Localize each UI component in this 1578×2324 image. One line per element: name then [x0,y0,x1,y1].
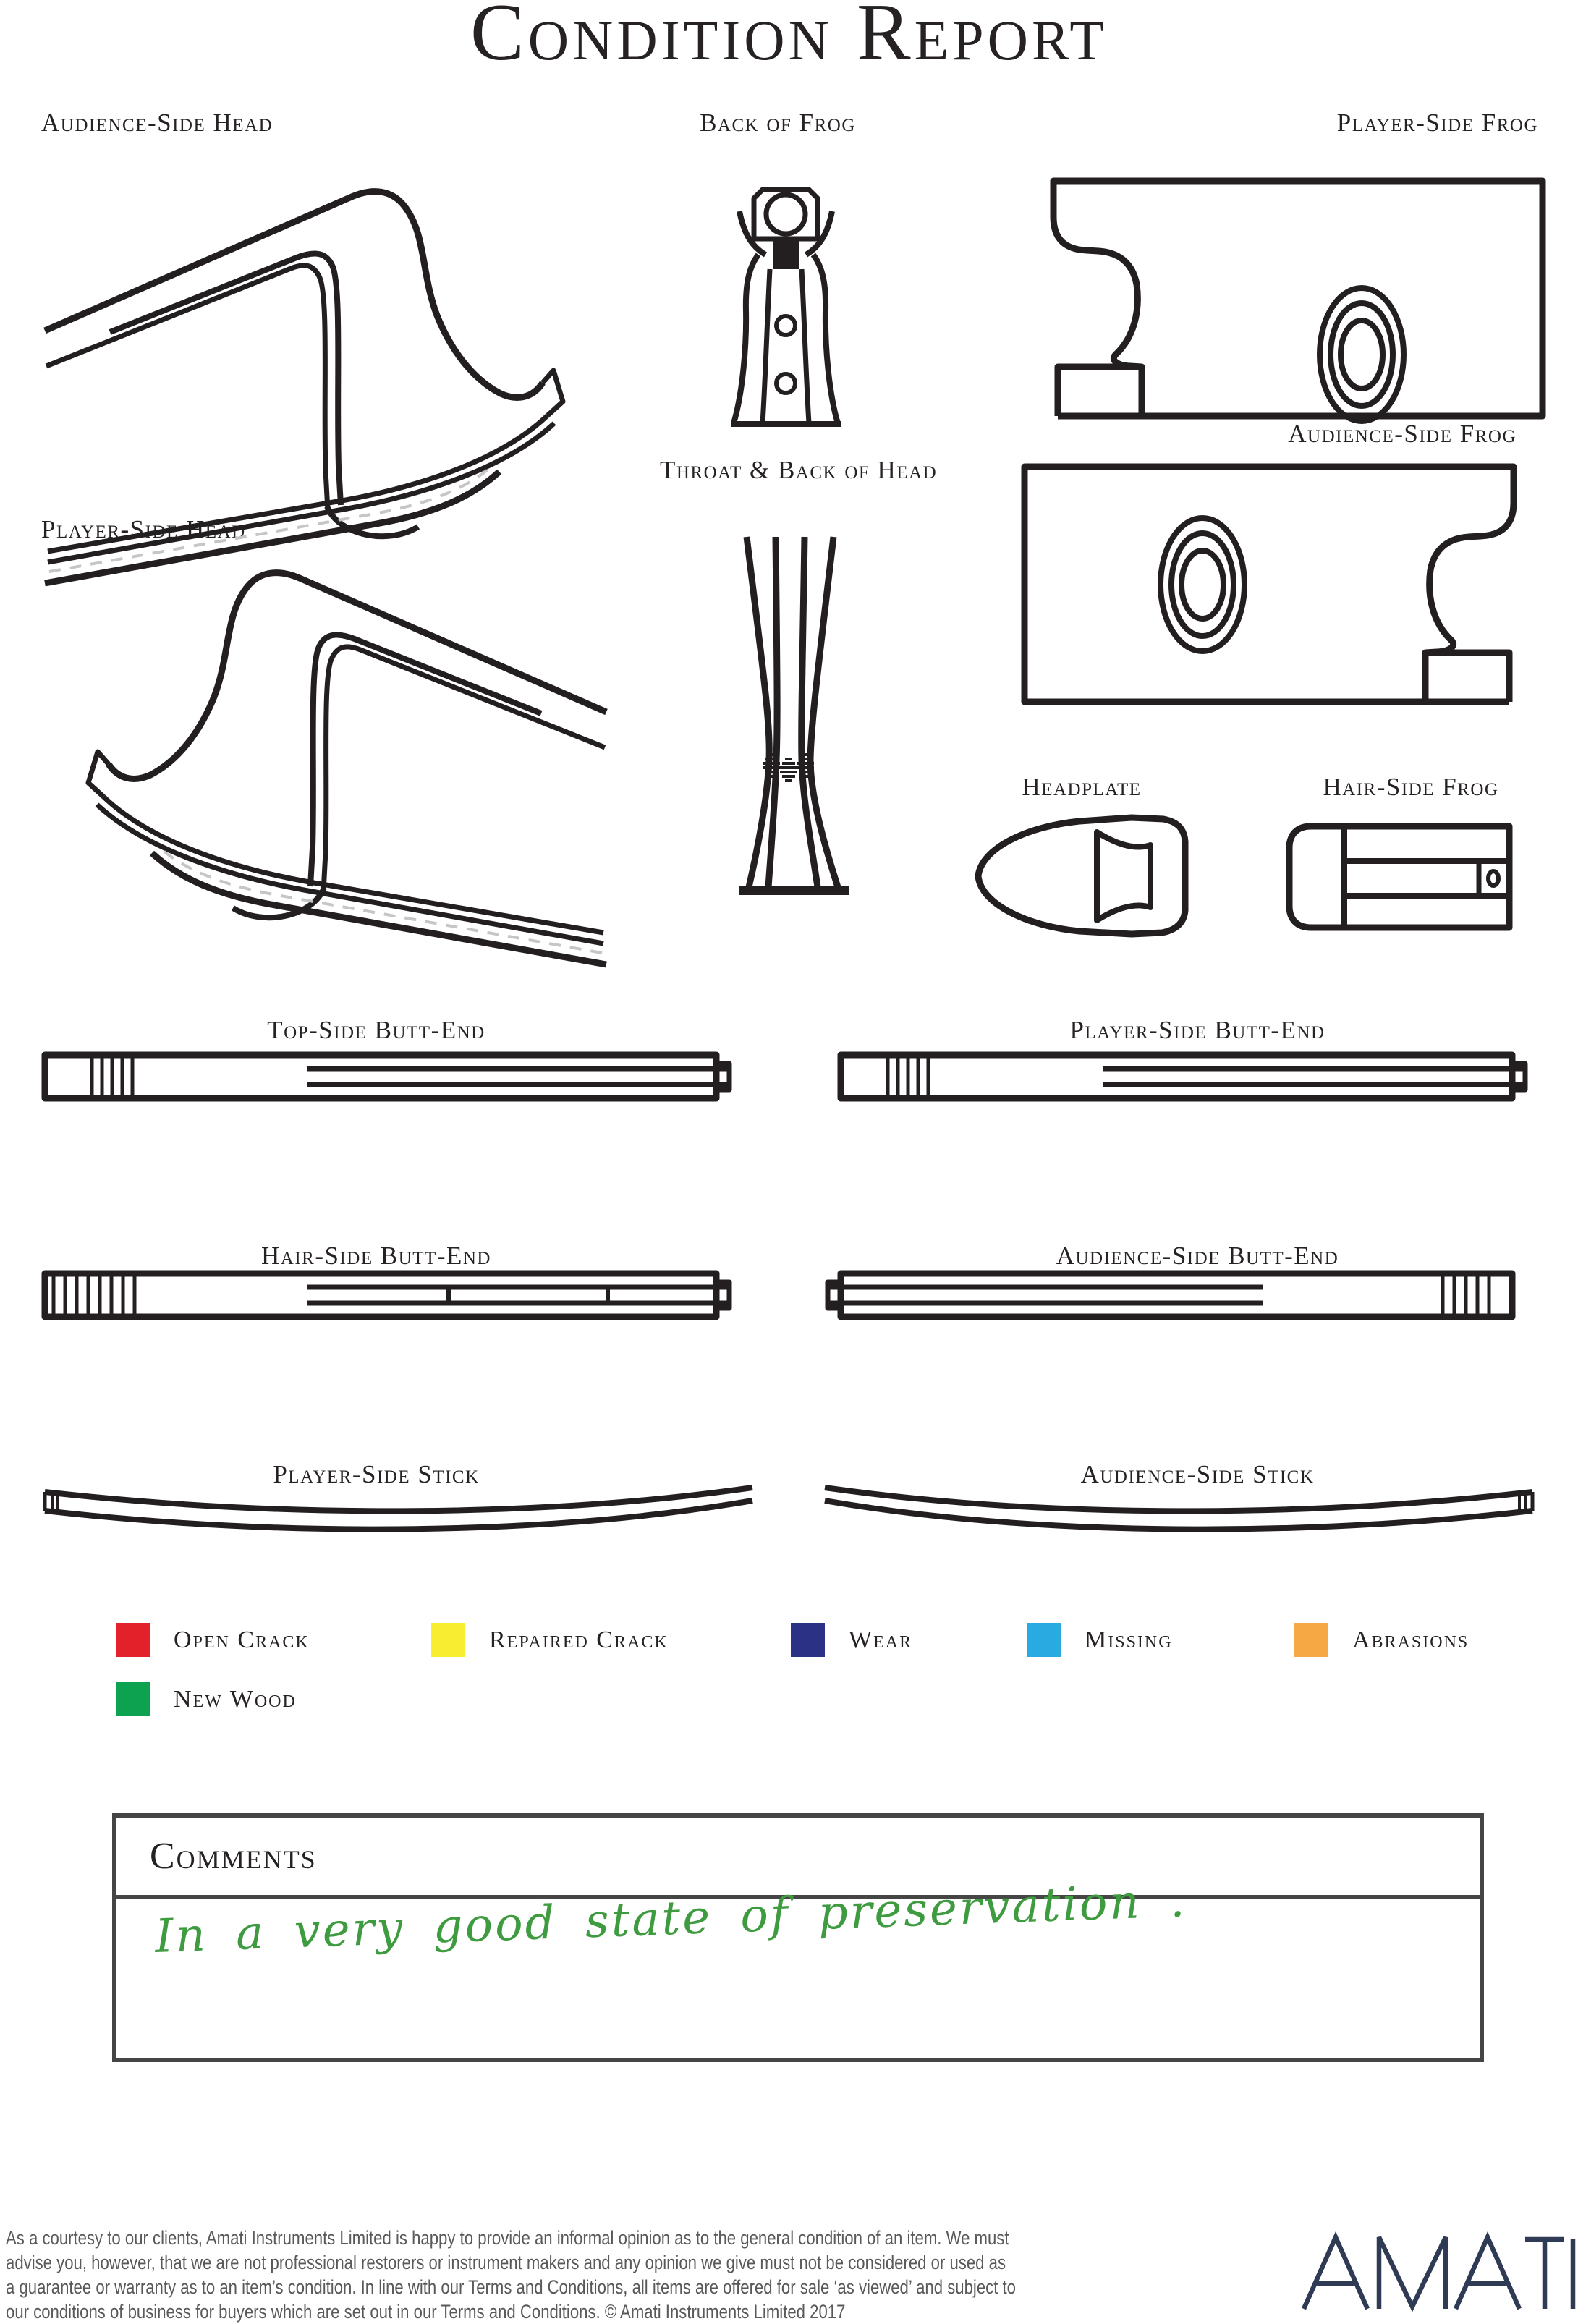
legend-label: Missing [1085,1626,1173,1653]
open-crack-swatch [116,1623,150,1657]
page-title: Condition Report [470,0,1108,77]
label-audience-side-stick: Audience-Side Stick [1080,1460,1315,1488]
missing-swatch [1027,1623,1061,1657]
back-of-frog-diagram [731,190,841,424]
audience-side-head-diagram [45,192,563,583]
legend-item-wear [791,1623,912,1657]
audience-side-butt-end-diagram [828,1273,1512,1317]
legend-label: New Wood [174,1685,297,1713]
repaired-crack-swatch [431,1623,465,1657]
player-side-stick-diagram [45,1488,752,1530]
headplate-diagram [978,818,1185,934]
label-audience-side-frog: Audience-Side Frog [1288,420,1517,448]
legend-item-abrasions [1294,1623,1469,1657]
label-audience-side-head: Audience-Side Head [41,109,273,137]
label-player-side-head: Player-Side Head [41,515,246,543]
player-side-butt-end-diagram [841,1055,1525,1098]
disclaimer-line: As a courtesy to our clients, Amati Instruments Limited is happy to provide an informal opinion as to the general condition of an item. We must [6,2227,1009,2249]
throat-and-back-of-head-diagram [739,537,849,891]
comments-heading: Comments [150,1836,317,1877]
player-side-frog-diagram [1053,181,1543,421]
disclaimer-line: our conditions of business for buyers which are set out in our Terms and Conditions. © Amati Instruments Limited 2017 [6,2301,846,2323]
handwritten-comment: In a very good state of preservation . [154,1874,1188,1964]
legend-item-repaired-crack [431,1623,669,1657]
comments-box [112,1813,1484,2062]
label-player-side-stick: Player-Side Stick [273,1460,480,1488]
player-side-head-diagram [88,573,606,964]
disclaimer-line: a guarantee or warranty as to an item’s condition. In line with our Terms and Conditions, all items are offered for sale ‘as viewed’ and subject to [6,2276,1016,2298]
hair-side-frog-diagram [1289,826,1509,928]
legend-label: Repaired Crack [489,1626,669,1653]
label-top-side-butt-end: Top-Side Butt-End [267,1016,485,1044]
mortise-hatch-marks [763,755,814,781]
legend-item-open-crack [116,1623,310,1657]
legend-label: Wear [849,1626,913,1653]
legend-label: Abrasions [1352,1626,1469,1653]
abrasions-swatch [1294,1623,1328,1657]
label-throat-back-of-head: Throat & Back of Head [660,456,938,484]
label-hair-side-frog: Hair-Side Frog [1323,773,1499,801]
disclaimer-line: advise you, however, that we are not professional restorers or instrument makers and any opinion we give must not be considered or used as [6,2252,1006,2273]
disclaimer-text [6,2226,1016,2324]
new-wood-swatch [116,1682,150,1716]
wear-swatch [791,1623,825,1657]
audience-side-frog-diagram [1025,467,1514,702]
top-side-butt-end-diagram [45,1055,729,1098]
label-player-side-frog: Player-Side Frog [1336,109,1538,137]
amati-logo [1304,2237,1573,2309]
audience-side-stick-diagram [825,1488,1532,1530]
label-player-side-butt-end: Player-Side Butt-End [1069,1016,1325,1044]
hair-side-butt-end-diagram [45,1273,729,1317]
label-hair-side-butt-end: Hair-Side Butt-End [261,1242,491,1270]
label-back-of-frog: Back of Frog [700,109,856,137]
legend-item-new-wood [116,1682,297,1716]
label-audience-side-butt-end: Audience-Side Butt-End [1056,1242,1339,1270]
legend-item-missing [1027,1623,1173,1657]
label-headplate: Headplate [1022,773,1142,801]
legend-label: Open Crack [174,1626,310,1653]
